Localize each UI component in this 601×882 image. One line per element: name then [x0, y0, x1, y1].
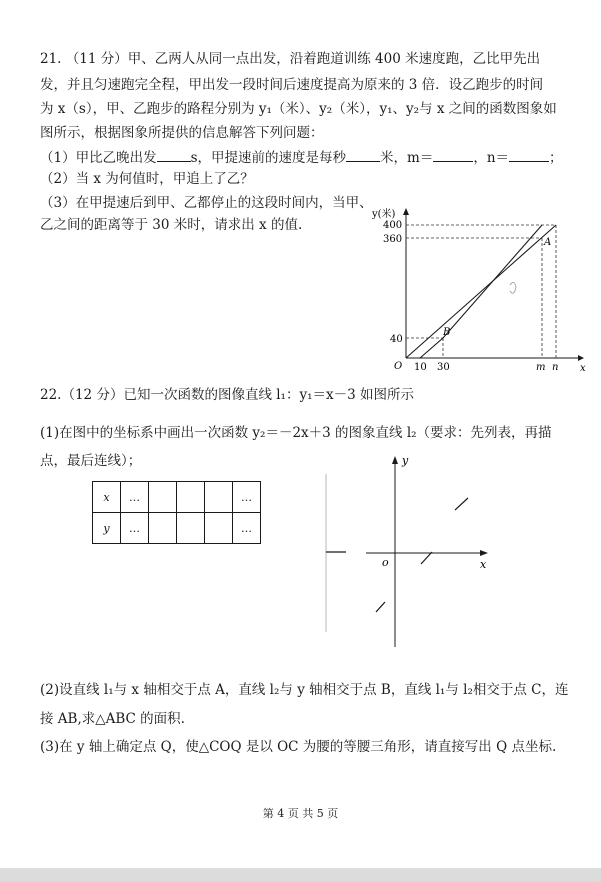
q21-line-1: 21. （11 分）甲、乙两人从同一点出发，沿着跑道训练 400 米速度跑，乙比甲先出: [40, 51, 541, 67]
page-footer: 第 4 页 共 5 页: [262, 807, 339, 820]
y-tick-400: 400: [383, 220, 403, 231]
table-cell[interactable]: [149, 513, 177, 544]
q22-title: 22.（12 分）已知一次函数的图像直线 l₁：y₁＝x－3 如图所示: [40, 387, 414, 403]
q21-part1: [40, 147, 563, 167]
table-cell[interactable]: …: [121, 513, 149, 544]
y-tick-40: 40: [390, 334, 403, 345]
y-axis-arrow: [392, 456, 398, 464]
table-cell[interactable]: …: [121, 482, 149, 513]
l1-segment: [376, 602, 385, 612]
answer-blank-1[interactable]: [157, 147, 191, 162]
table-row-y: [93, 513, 261, 544]
q22-part1-line-2: 点，最后连线）；: [40, 453, 142, 469]
value-table: [92, 481, 261, 544]
origin-label: O: [394, 361, 403, 372]
q21-line-3: 为 x（s），甲、乙跑步的路程分别为 y₁（米）、y₂（米），y₁、y₂与 x 之间的函数图象如: [40, 101, 557, 117]
q21-part3-line-2: 乙之间的距离等于 30 米时，请求出 x 的值.: [40, 217, 303, 233]
q21-line-2: 发，并且匀速跑完全程，甲出发一段时间后速度提高为原来的 3 倍．设乙跑步的时间: [40, 77, 544, 93]
table-cell[interactable]: [177, 513, 205, 544]
q22-part2-line-1: (2)设直线 l₁与 x 轴相交于点 A，直线 l₂与 y 轴相交于点 B，直线 l₁与 l₂相交于点 C，连: [40, 682, 569, 698]
x-tick-30: 30: [437, 362, 450, 373]
table-cell[interactable]: [205, 482, 233, 513]
y-axis-label: y(米): [372, 209, 396, 220]
l1-segment: [421, 552, 432, 564]
x-axis-label: x: [580, 363, 586, 374]
x-tick-n: n: [552, 362, 559, 373]
q22-coordinate-system: [318, 452, 503, 652]
q21-part1-a: （1）甲比乙晚出发: [40, 150, 157, 166]
answer-blank-3[interactable]: [433, 147, 473, 162]
y-axis-arrow: [403, 208, 409, 215]
x-axis-label: x: [480, 558, 487, 571]
pencil-mark: [510, 282, 516, 293]
q22-part3: (3)在 y 轴上确定点 Q，使△COQ 是以 OC 为腰的等腰三角形，请直接写出 Q 点坐标.: [40, 739, 557, 755]
origin-label: o: [382, 556, 389, 569]
table-cell[interactable]: [149, 482, 177, 513]
point-b-label: B: [443, 327, 451, 338]
bottom-bar: [0, 868, 601, 882]
y-tick-360: 360: [383, 234, 403, 245]
table-header-x: x: [93, 482, 121, 513]
table-cell[interactable]: …: [233, 513, 261, 544]
l1-segment: [455, 498, 468, 510]
q21-part1-e: ；: [549, 150, 563, 166]
table-cell[interactable]: [205, 513, 233, 544]
q22-part2-line-2: 接 AB,求△ABC 的面积.: [40, 711, 185, 727]
answer-blank-4[interactable]: [509, 147, 549, 162]
q21-part2: （2）当 x 为何值时，甲追上了乙？: [40, 171, 254, 187]
line-yi: [406, 225, 556, 358]
table-header-y: y: [93, 513, 121, 544]
y-axis-label: y: [402, 454, 409, 467]
x-axis-arrow: [578, 355, 584, 361]
answer-blank-2[interactable]: [346, 147, 380, 162]
table-cell[interactable]: [177, 482, 205, 513]
table-cell[interactable]: …: [233, 482, 261, 513]
table-row-x: [93, 482, 261, 513]
q21-distance-time-graph: [368, 205, 588, 375]
x-tick-10: 10: [414, 362, 427, 373]
x-axis-arrow: [480, 550, 488, 556]
q22-part1-line-1: (1)在图中的坐标系中画出一次函数 y₂＝－2x＋3 的图象直线 l₂（要求：先列表，再描: [40, 425, 552, 441]
point-a-label: A: [544, 237, 552, 248]
q21-part1-b: s，甲提速前的速度是每秒: [190, 150, 347, 166]
x-tick-m: m: [536, 362, 546, 373]
q21-part3-line-1: （3）在甲提速后到甲、乙都停止的这段时间内，当甲、: [40, 195, 373, 211]
q21-part1-c: 米，m＝: [380, 150, 434, 166]
q21-line-4: 图所示，根据图象所提供的信息解答下列问题：: [40, 125, 324, 141]
q21-part1-d: ，n＝: [473, 150, 510, 166]
